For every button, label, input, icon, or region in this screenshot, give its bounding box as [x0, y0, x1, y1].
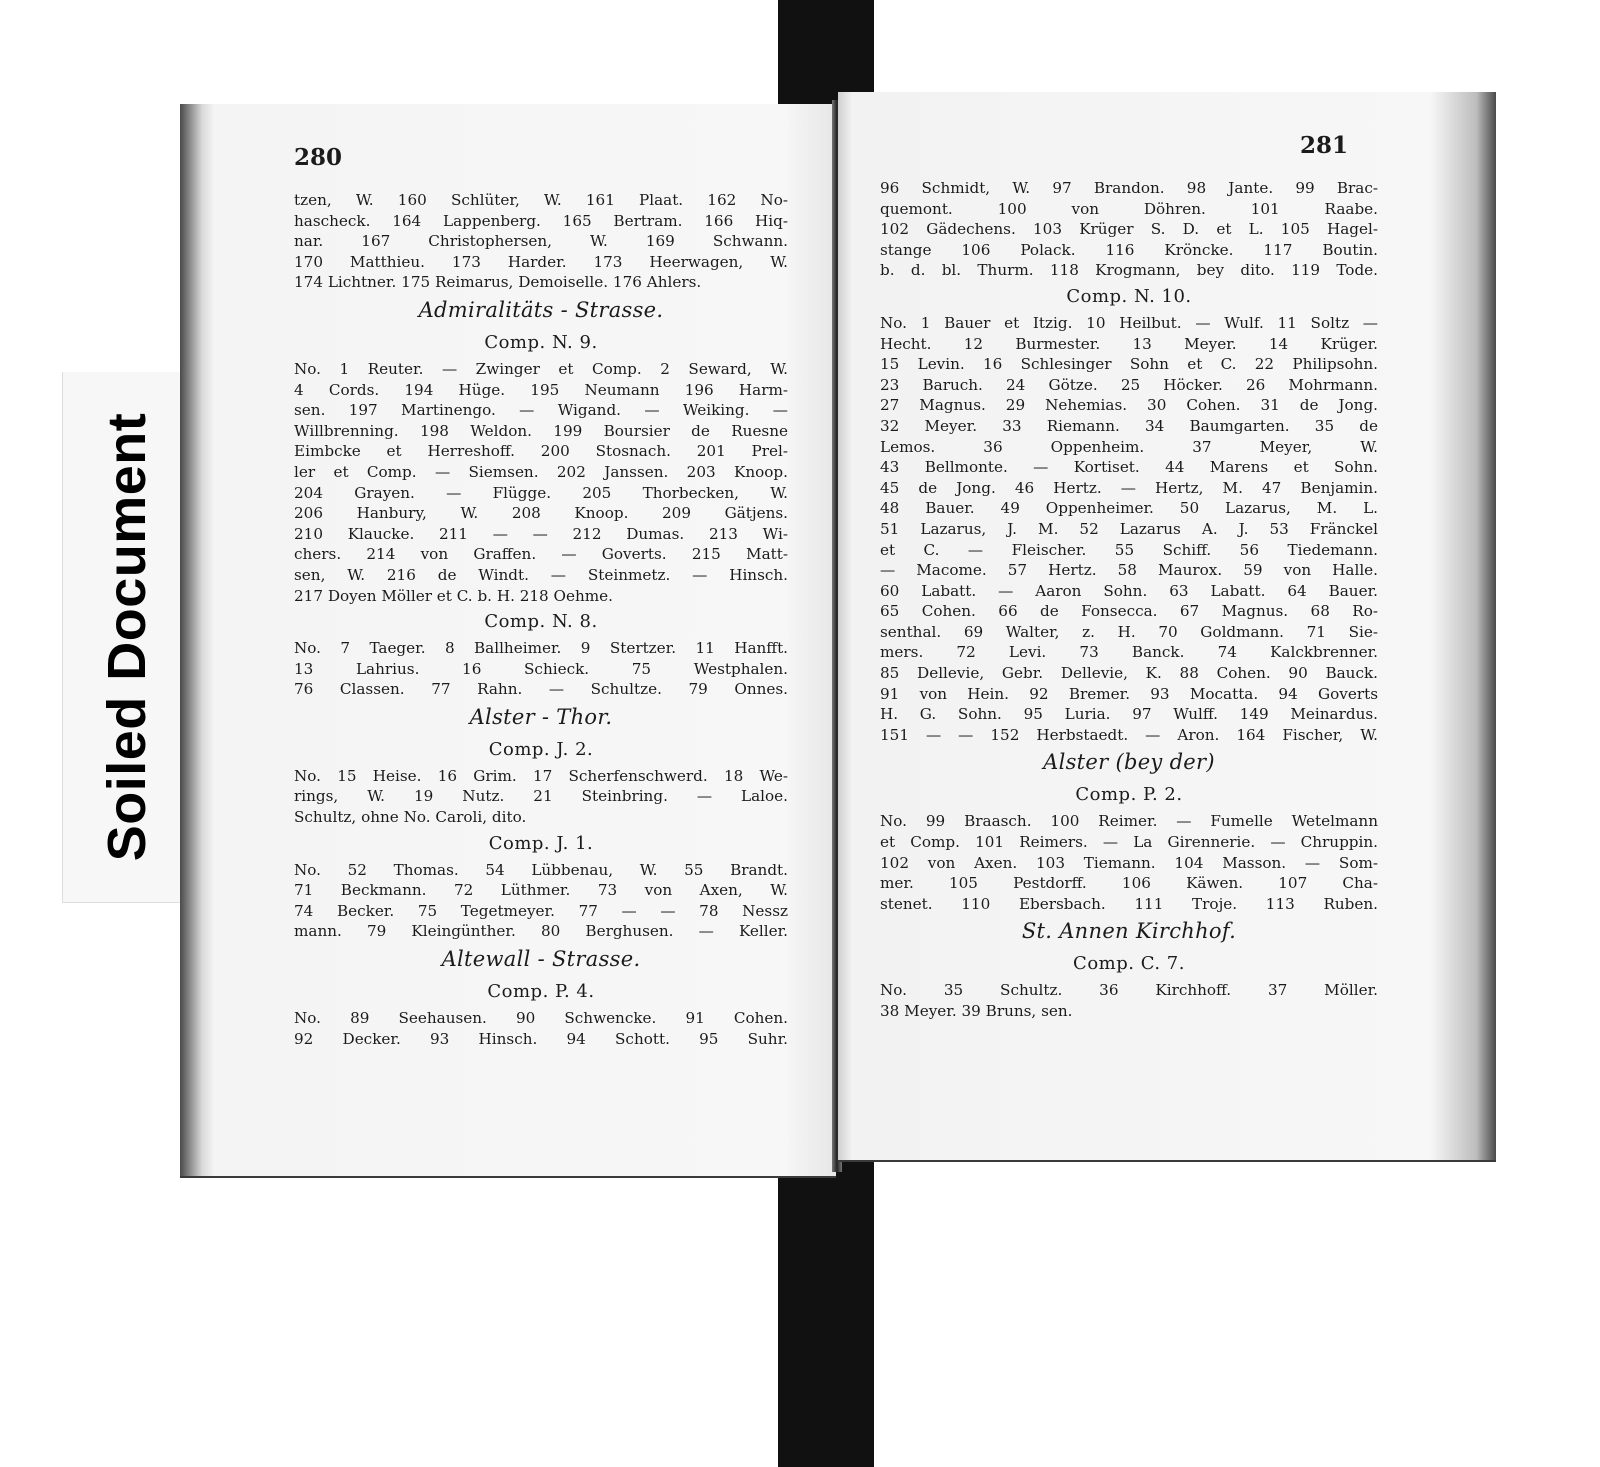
text-line: 71 Beckmann. 72 Lüthmer. 73 von Axen, W.	[294, 881, 788, 900]
text-line: 51 Lazarus, J. M. 52 Lazarus A. J. 53 Fränckel	[880, 519, 1378, 538]
text-line: No. 1 Reuter. — Zwinger et Comp. 2 Seward, W.	[294, 359, 788, 378]
text-line: b. d. bl. Thurm. 118 Krogmann, bey dito. 119 Tode.	[880, 261, 1378, 280]
text-line: mer. 105 Pestdorff. 106 Käwen. 107 Cha-	[880, 874, 1378, 893]
text-line: 174 Lichtner. 175 Reimarus, Demoiselle. 176 Ahlers.	[294, 273, 702, 292]
company-heading: Comp. N. 8.	[484, 611, 598, 633]
text-line: rings, W. 19 Nutz. 21 Steinbring. — Laloe.	[294, 787, 788, 806]
text-line: stange 106 Polack. 116 Kröncke. 117 Boutin.	[880, 240, 1378, 259]
text-line: 13 Lahrius. 16 Schieck. 75 Westphalen.	[294, 659, 788, 678]
text-line: No. 89 Seehausen. 90 Schwencke. 91 Cohen.	[294, 1009, 788, 1028]
text-line: 85 Dellevie, Gebr. Dellevie, K. 88 Cohen. 90 Bauck.	[880, 664, 1378, 683]
text-line: 23 Baruch. 24 Götze. 25 Höcker. 26 Mohrmann.	[880, 375, 1378, 394]
text-line: sen, W. 216 de Windt. — Steinmetz. — Hinsch.	[294, 565, 788, 584]
text-line: 76 Classen. 77 Rahn. — Schultze. 79 Onnes.	[294, 680, 788, 699]
text-line: 65 Cohen. 66 de Fonsecca. 67 Magnus. 68 Ro-	[880, 602, 1378, 621]
text-line: 204 Grayen. — Flügge. 205 Thorbecken, W.	[294, 483, 788, 502]
text-line: Schultz, ohne No. Caroli, dito.	[294, 808, 527, 827]
text-line: 38 Meyer. 39 Bruns, sen.	[880, 1002, 1073, 1020]
text-line: No. 52 Thomas. 54 Lübbenau, W. 55 Brandt.	[294, 860, 788, 879]
text-line: No. 35 Schultz. 36 Kirchhoff. 37 Möller.	[880, 981, 1378, 1000]
text-line: mann. 79 Kleingünther. 80 Berghusen. — Keller.	[294, 922, 788, 941]
page-number-left: 280	[294, 144, 343, 171]
page-number-right: 281	[1299, 132, 1348, 159]
text-line: 102 von Axen. 103 Tiemann. 104 Masson. — Som-	[880, 853, 1378, 872]
text-line: 151 — — 152 Herbstaedt. — Aron. 164 Fischer, W.	[880, 725, 1378, 744]
company-heading: Comp. P. 4.	[487, 981, 595, 1003]
text-line: ler et Comp. — Siemsen. 202 Janssen. 203 Knoop.	[294, 462, 788, 481]
street-heading: Admiralitäts - Strasse.	[418, 297, 664, 322]
left-page	[180, 104, 836, 1176]
street-heading: St. Annen Kirchhof.	[1021, 919, 1237, 944]
text-line: tzen, W. 160 Schlüter, W. 161 Plaat. 162 No-	[294, 191, 788, 209]
text-line: 217 Doyen Möller et C. b. H. 218 Oehme.	[294, 586, 613, 605]
company-heading: Comp. J. 1.	[488, 832, 594, 854]
text-line: 92 Decker. 93 Hinsch. 94 Schott. 95 Suhr.	[294, 1029, 788, 1048]
text-line: 210 Klaucke. 211 — — 212 Dumas. 213 Wi-	[294, 524, 788, 543]
text-line: senthal. 69 Walter, z. H. 70 Goldmann. 71 Sie-	[880, 622, 1378, 641]
text-line: H. G. Sohn. 95 Luria. 97 Wulff. 149 Meinardus.	[880, 705, 1378, 724]
company-heading: Comp. C. 7.	[1073, 953, 1185, 975]
text-line: 27 Magnus. 29 Nehemias. 30 Cohen. 31 de Jong.	[880, 396, 1378, 415]
text-line: 170 Matthieu. 173 Harder. 173 Heerwagen, W.	[294, 252, 788, 271]
black-ribbon-bottom	[778, 1160, 874, 1467]
company-heading: Comp. P. 2.	[1075, 784, 1183, 806]
street-heading: Alster - Thor.	[469, 704, 613, 729]
soiled-document-stamp	[62, 372, 191, 903]
text-line: 96 Schmidt, W. 97 Brandon. 98 Jante. 99 Brac-	[880, 179, 1378, 197]
right-page-text-column	[880, 178, 1378, 1022]
text-line: et Comp. 101 Reimers. — La Girennerie. — Chruppin.	[880, 833, 1378, 852]
text-line: Willbrenning. 198 Weldon. 199 Boursier de Ruesne	[294, 421, 788, 440]
street-heading: Altewall - Strasse.	[441, 947, 641, 972]
text-line: 32 Meyer. 33 Riemann. 34 Baumgarten. 35 de	[880, 416, 1378, 435]
text-line: No. 99 Braasch. 100 Reimer. — Fumelle Wetelmann	[880, 812, 1378, 831]
text-line: hascheck. 164 Lappenberg. 165 Bertram. 166 Hiq-	[294, 211, 788, 230]
text-line: No. 7 Taeger. 8 Ballheimer. 9 Stertzer. 11 Hanfft.	[294, 639, 788, 658]
text-line: — Macome. 57 Hertz. 58 Maurox. 59 von Halle.	[880, 561, 1378, 580]
right-page	[838, 92, 1496, 1160]
text-line: mers. 72 Levi. 73 Banck. 74 Kalckbrenner.	[880, 643, 1378, 662]
text-line: Lemos. 36 Oppenheim. 37 Meyer, W.	[880, 437, 1378, 456]
stamp-label: Soiled Document	[97, 412, 157, 862]
street-heading: Alster (bey der)	[1043, 750, 1215, 775]
text-line: 206 Hanbury, W. 208 Knoop. 209 Gätjens.	[294, 504, 788, 523]
text-line: 74 Becker. 75 Tegetmeyer. 77 — — 78 Nessz	[294, 901, 788, 920]
text-line: 15 Levin. 16 Schlesinger Sohn et C. 22 Philipsohn.	[880, 355, 1378, 374]
text-line: 43 Bellmonte. — Kortiset. 44 Marens et Sohn.	[880, 458, 1378, 477]
text-line: No. 1 Bauer et Itzig. 10 Heilbut. — Wulf. 11 Soltz —	[880, 313, 1378, 332]
text-line: quemont. 100 von Döhren. 101 Raabe.	[880, 199, 1378, 218]
text-line: 91 von Hein. 92 Bremer. 93 Mocatta. 94 Goverts	[880, 684, 1378, 703]
text-line: 102 Gädechens. 103 Krüger S. D. et L. 105 Hagel-	[880, 220, 1378, 239]
text-line: Eimbcke et Herreshoff. 200 Stosnach. 201 Prel-	[294, 442, 788, 461]
text-line: chers. 214 von Graffen. — Goverts. 215 Matt-	[294, 545, 788, 564]
left-page-text-column	[294, 190, 788, 1049]
text-line: No. 15 Heise. 16 Grim. 17 Scherfenschwerd. 18 We-	[294, 766, 788, 785]
text-line: Hecht. 12 Burmester. 13 Meyer. 14 Krüger.	[880, 334, 1378, 353]
text-line: 45 de Jong. 46 Hertz. — Hertz, M. 47 Benjamin.	[880, 478, 1378, 497]
company-heading: Comp. N. 10.	[1066, 285, 1192, 307]
text-line: nar. 167 Christophersen, W. 169 Schwann.	[294, 232, 788, 251]
text-line: 60 Labatt. — Aaron Sohn. 63 Labatt. 64 Bauer.	[880, 581, 1378, 600]
company-heading: Comp. N. 9.	[484, 331, 598, 353]
text-line: stenet. 110 Ebersbach. 111 Troje. 113 Ruben.	[880, 894, 1378, 913]
text-line: et C. — Fleischer. 55 Schiff. 56 Tiedemann.	[880, 540, 1378, 559]
text-line: 48 Bauer. 49 Oppenheimer. 50 Lazarus, M. L.	[880, 499, 1378, 518]
company-heading: Comp. J. 2.	[488, 738, 594, 760]
text-line: sen. 197 Martinengo. — Wigand. — Weiking. —	[294, 401, 788, 420]
text-line: 4 Cords. 194 Hüge. 195 Neumann 196 Harm-	[294, 380, 788, 399]
